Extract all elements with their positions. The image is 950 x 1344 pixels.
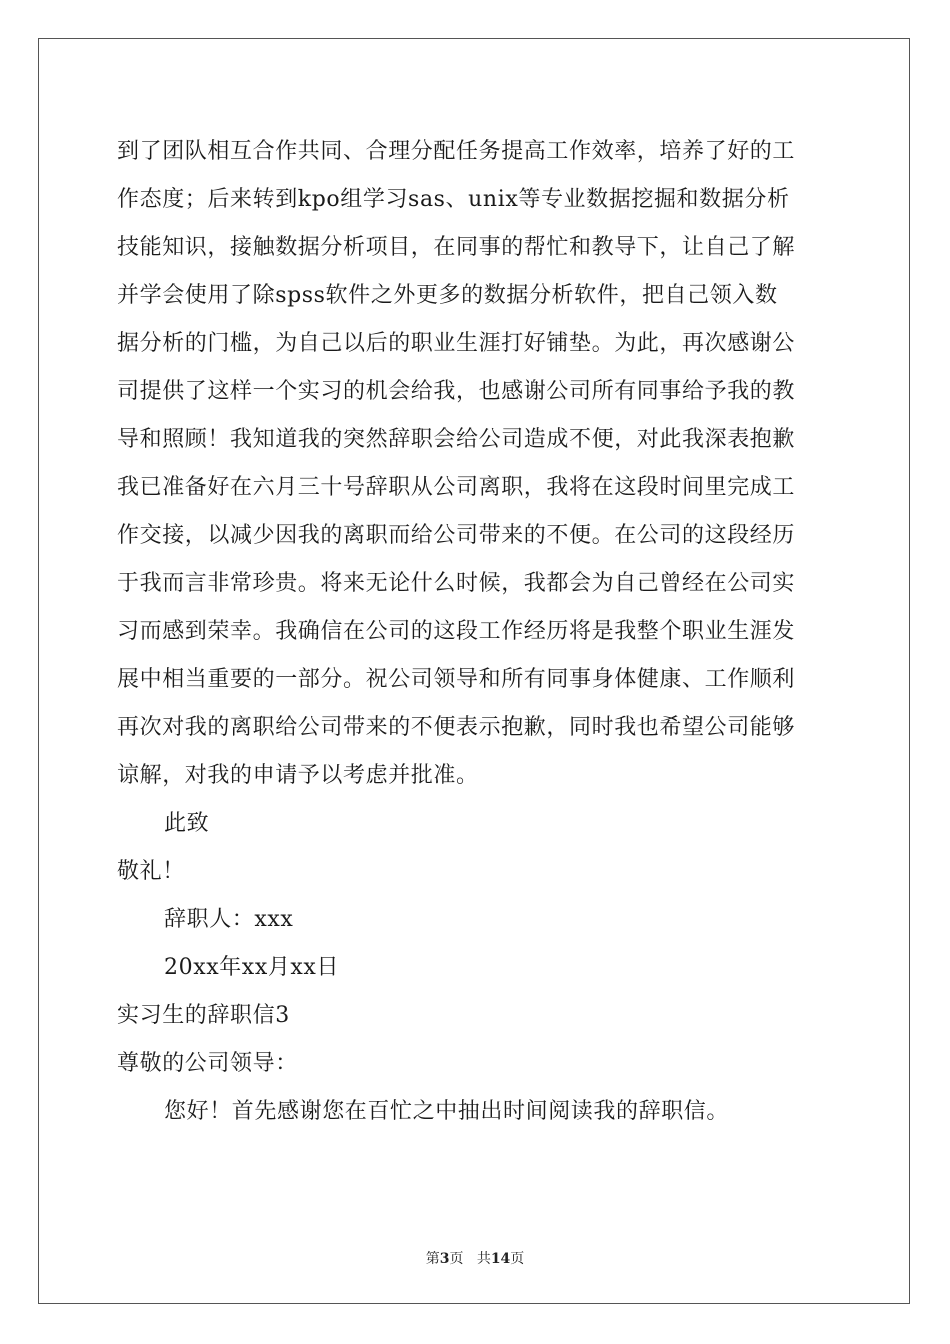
footer-total-prefix: 共 (476, 1251, 491, 1267)
footer-total-suffix: 页 (510, 1251, 525, 1267)
paragraph-line: 据分析的门槛，为自己以后的职业生涯打好铺垫。为此，再次感谢公 (117, 331, 796, 356)
paragraph-line: 并学会使用了除spss软件之外更多的数据分析软件，把自己领入数 (117, 283, 778, 308)
footer-page-suffix: 页 (449, 1251, 464, 1267)
paragraph-line: 习而感到荣幸。我确信在公司的这段工作经历将是我整个职业生涯发 (117, 619, 796, 644)
paragraph-line: 作态度；后来转到kpo组学习sas、unix等专业数据挖掘和数据分析 (117, 187, 790, 212)
paragraph-line: 展中相当重要的一部分。祝公司领导和所有同事身体健康、工作顺利 (117, 667, 796, 692)
paragraph-line: 作交接，以减少因我的离职而给公司带来的不便。在公司的这段经历 (117, 523, 796, 548)
addressee-line: 尊敬的公司领导： (117, 1051, 298, 1076)
date-line: 20xx年xx月xx日 (164, 955, 340, 980)
paragraph-line: 于我而言非常珍贵。将来无论什么时候，我都会为自己曾经在公司实 (117, 571, 796, 596)
paragraph-line: 我已准备好在六月三十号辞职从公司离职，我将在这段时间里完成工 (117, 475, 796, 500)
greeting-line: 您好！首先感谢您在百忙之中抽出时间阅读我的辞职信。 (164, 1099, 730, 1124)
paragraph-line: 导和照顾！我知道我的突然辞职会给公司造成不便，对此我深表抱歉 (117, 427, 796, 452)
page-footer (0, 1248, 950, 1268)
paragraph-line: 技能知识，接触数据分析项目，在同事的帮忙和教导下，让自己了解 (117, 235, 796, 260)
closing-text: 此致 (164, 811, 210, 836)
footer-prefix: 第 (425, 1251, 440, 1267)
paragraph-line: 再次对我的离职给公司带来的不便表示抱歉，同时我也希望公司能够 (117, 715, 796, 740)
paragraph-line: 到了团队相互合作共同、合理分配任务提高工作效率，培养了好的工 (117, 139, 796, 164)
total-page-count: 14 (490, 1251, 511, 1267)
current-page-number: 3 (439, 1251, 450, 1267)
document-body (117, 128, 835, 1136)
paragraph-line: 谅解，对我的申请予以考虑并批准。 (117, 763, 479, 788)
paragraph-line: 司提供了这样一个实习的机会给我，也感谢公司所有同事给予我的教 (117, 379, 796, 404)
section-title: 实习生的辞职信3 (117, 1003, 290, 1028)
salute-text: 敬礼！ (117, 859, 185, 884)
signature-line: 辞职人：xxx (164, 907, 294, 932)
